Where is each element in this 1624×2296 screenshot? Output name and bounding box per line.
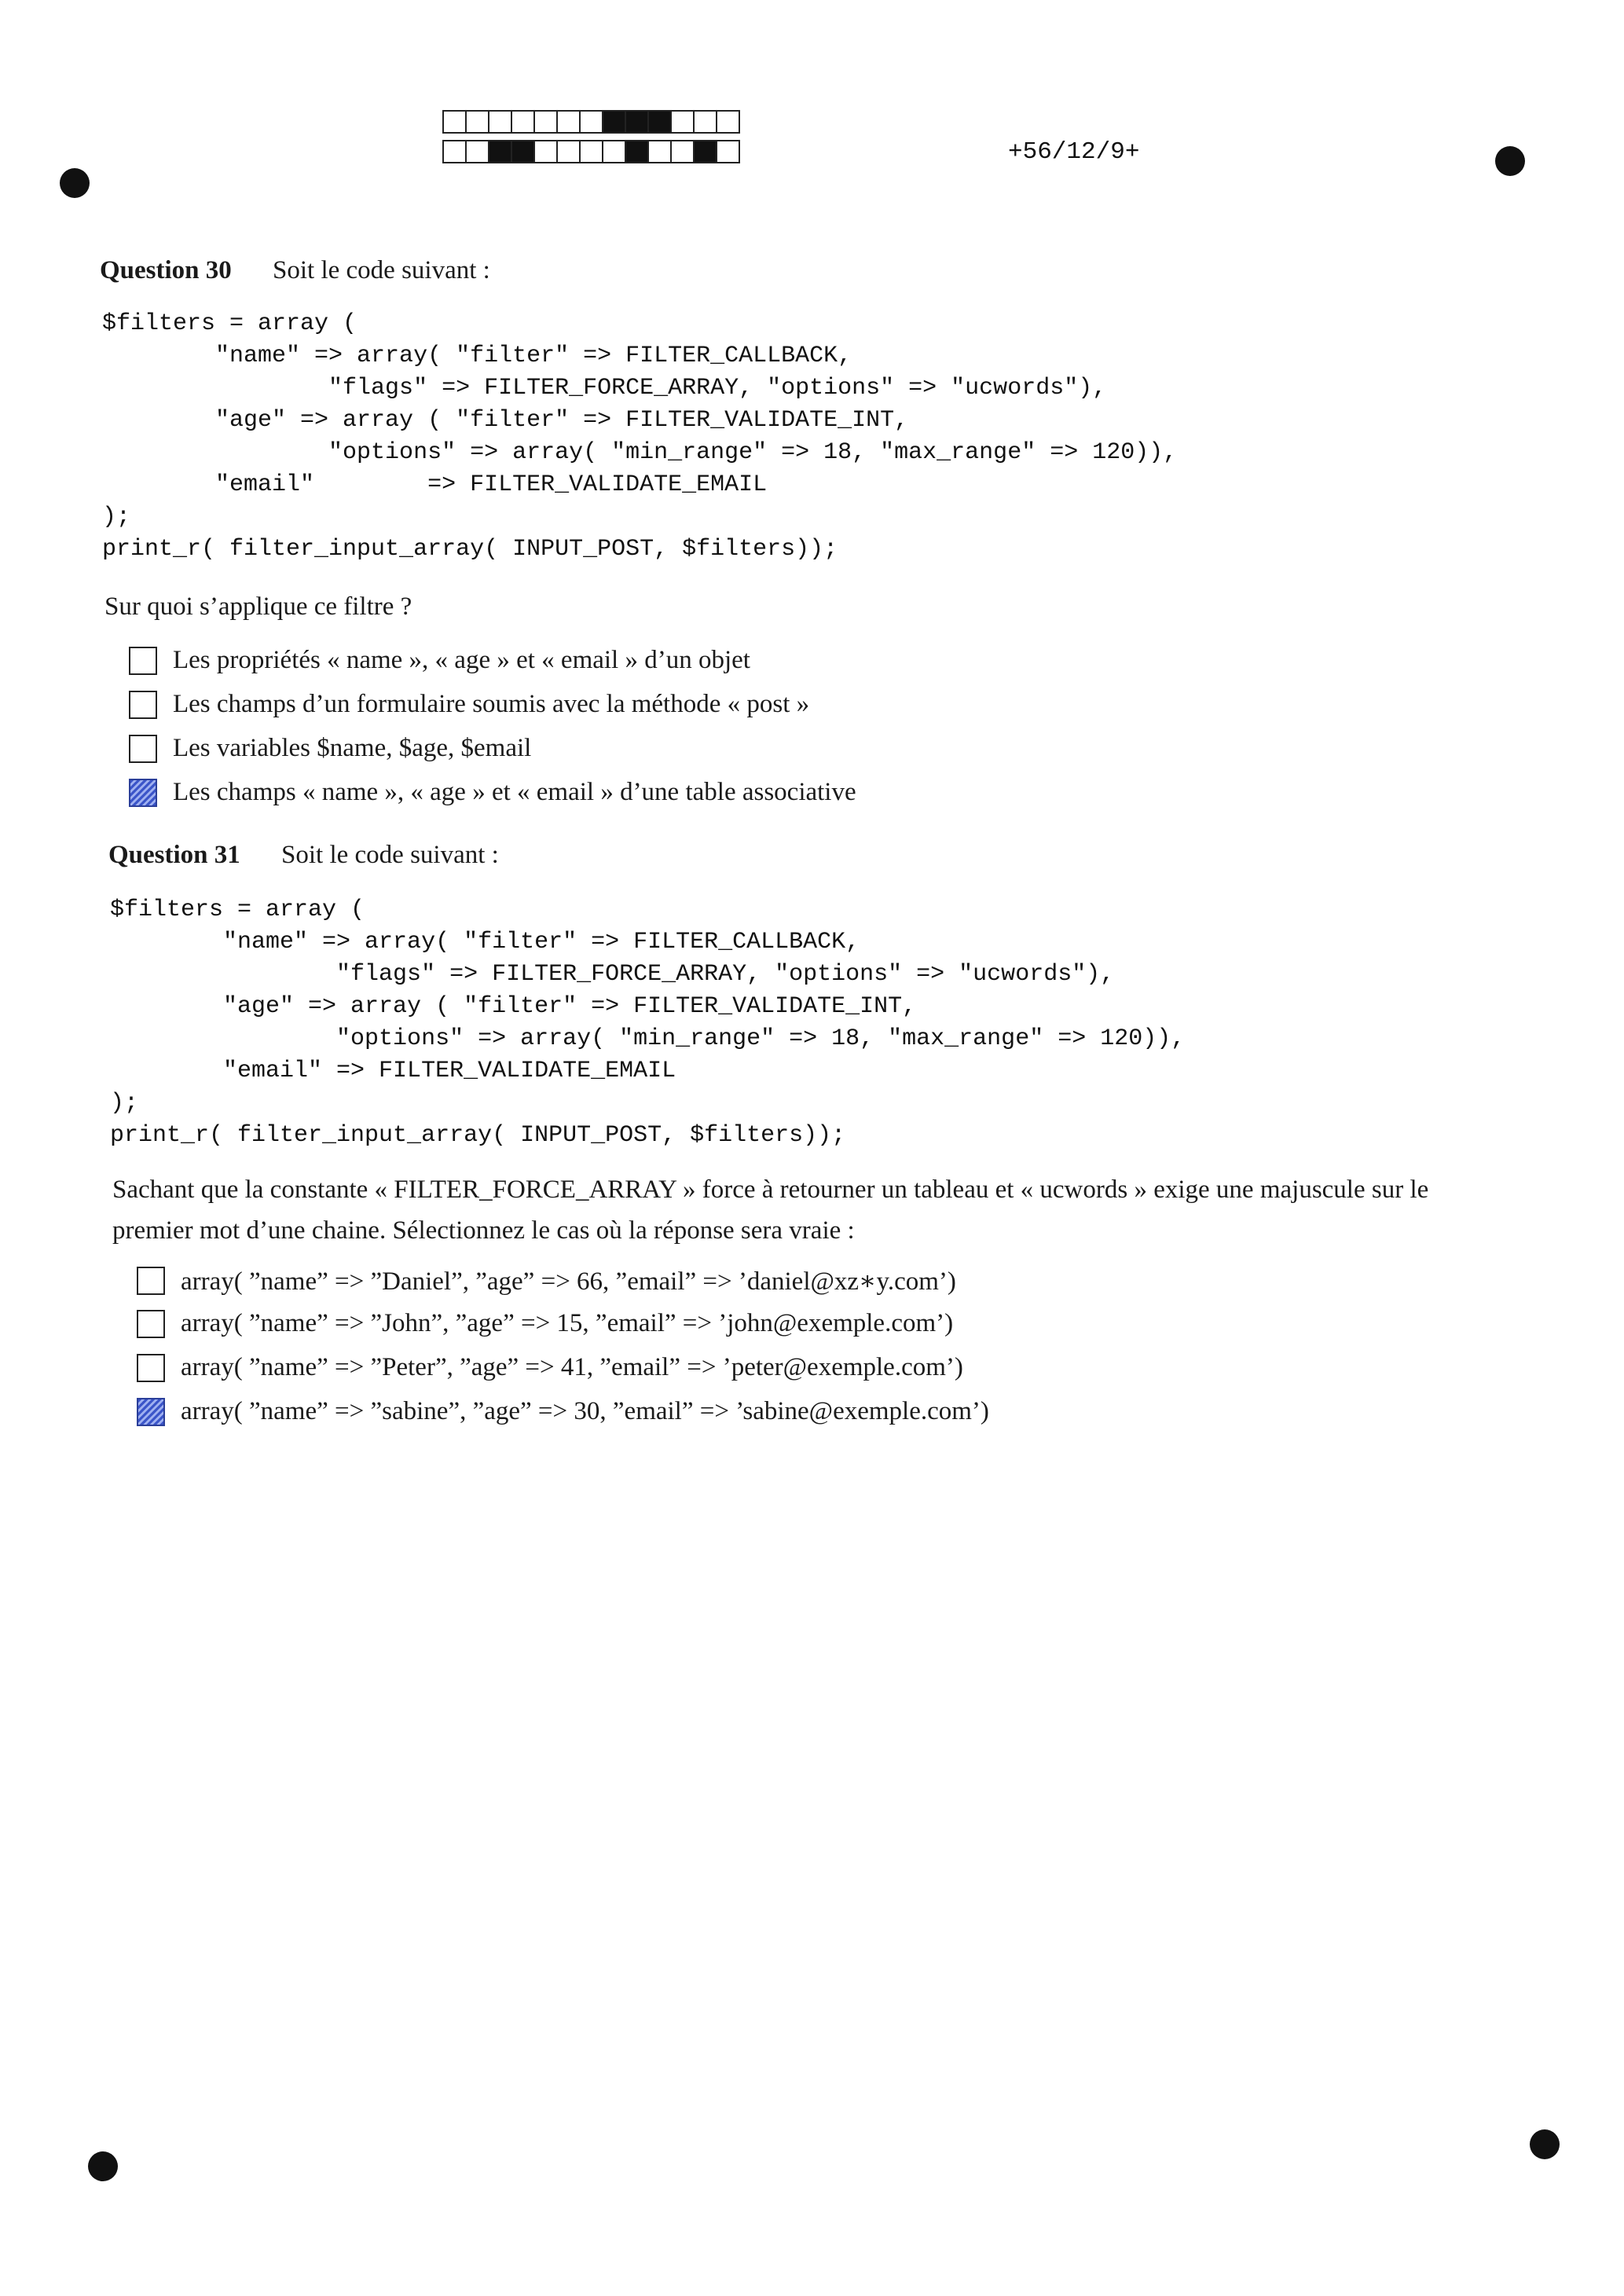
answer-choice[interactable]: [137, 1353, 963, 1382]
question-header: [108, 841, 499, 870]
question-prompt-line: Sachant que la constante « FILTER_FORCE_ARRAY » force à retourner un tableau et « ucwords » exige une majuscule sur le: [112, 1176, 1429, 1204]
answer-checkbox[interactable]: [129, 735, 157, 763]
barcode-cell: [511, 110, 535, 134]
answer-checkbox[interactable]: [137, 1398, 165, 1426]
barcode-cell: [442, 110, 467, 134]
barcode-cell: [693, 110, 717, 134]
answer-label: array( ”name” => ”Daniel”, ”age” => 66, ”email” => ’daniel@xz∗y.com’): [181, 1267, 956, 1296]
answer-choice[interactable]: [129, 646, 750, 675]
answer-checkbox[interactable]: [137, 1267, 165, 1295]
sheet-barcode: [442, 110, 739, 170]
barcode-cell: [647, 140, 672, 163]
answer-label: Les champs « name », « age » et « email » d’une table associative: [173, 778, 856, 806]
barcode-cell: [465, 110, 489, 134]
barcode-cell: [533, 110, 558, 134]
answer-choice[interactable]: [137, 1397, 989, 1426]
barcode-cell: [625, 140, 649, 163]
answer-checkbox[interactable]: [137, 1310, 165, 1338]
question-prompt: [112, 1169, 1428, 1251]
answer-choice[interactable]: [129, 734, 531, 763]
barcode-cell: [716, 110, 740, 134]
sheet-id: +56/12/9+: [1008, 138, 1140, 166]
question-intro: Soit le code suivant :: [273, 256, 490, 284]
answer-label: Les propriétés « name », « age » et « email » d’un objet: [173, 646, 750, 674]
question-header: [100, 256, 490, 285]
answer-checkbox[interactable]: [137, 1354, 165, 1382]
corner-mark-top-left: [60, 168, 90, 198]
question-number: Question 31: [108, 841, 240, 869]
barcode-cell: [488, 140, 512, 163]
barcode-cell: [625, 110, 649, 134]
code-block: $filters = array ( "name" => array( "filter" => FILTER_CALLBACK, "flags" => FILTER_FORCE_ARRAY, "options" => "ucwords"), "age" => array ( "filter" => FILTER_VALIDATE_INT, "options" => array( "min_range" => 18, "max_range" => 120)), "email" => FILTER_VALIDATE_EMAIL ); print_r( filter_input_array( INPUT_POST, $filters));: [110, 897, 1186, 1149]
answer-choice[interactable]: [129, 690, 809, 719]
barcode-cell: [670, 110, 695, 134]
answer-checkbox[interactable]: [129, 779, 157, 807]
barcode-row: [442, 110, 739, 137]
corner-mark-bottom-left: [88, 2151, 118, 2181]
barcode-cell: [647, 110, 672, 134]
answer-label: array( ”name” => ”John”, ”age” => 15, ”email” => ’john@exemple.com’): [181, 1309, 954, 1337]
barcode-cell: [670, 140, 695, 163]
code-block: $filters = array ( "name" => array( "filter" => FILTER_CALLBACK, "flags" => FILTER_FORCE_ARRAY, "options" => "ucwords"), "age" => array ( "filter" => FILTER_VALIDATE_INT, "options" => array( "min_range" => 18, "max_range" => 120)), "email" => FILTER_VALIDATE_EMAIL ); print_r( filter_input_array( INPUT_POST, $filters));: [102, 310, 1178, 563]
question-prompt-line: premier mot d’une chaine. Sélectionnez le cas où la réponse sera vraie :: [112, 1216, 855, 1245]
barcode-cell: [579, 140, 603, 163]
answer-label: array( ”name” => ”sabine”, ”age” => 30, ”email” => ’sabine@exemple.com’): [181, 1397, 989, 1425]
answer-checkbox[interactable]: [129, 647, 157, 675]
barcode-cell: [602, 110, 626, 134]
barcode-cell: [556, 110, 581, 134]
barcode-cell: [556, 140, 581, 163]
corner-mark-top-right: [1495, 146, 1525, 176]
answer-label: Les champs d’un formulaire soumis avec la méthode « post »: [173, 690, 810, 718]
barcode-cell: [442, 140, 467, 163]
answer-label: Les variables $name, $age, $email: [173, 734, 532, 762]
barcode-row: [442, 140, 739, 167]
question-prompt: Sur quoi s’applique ce filtre ?: [104, 592, 412, 621]
question-number: Question 30: [100, 256, 232, 284]
corner-mark-bottom-right: [1530, 2129, 1560, 2159]
answer-choice[interactable]: [137, 1265, 956, 1297]
answer-choice[interactable]: [137, 1309, 953, 1338]
barcode-cell: [533, 140, 558, 163]
barcode-cell: [465, 140, 489, 163]
question-intro: Soit le code suivant :: [281, 841, 499, 869]
answer-label: array( ”name” => ”Peter”, ”age” => 41, ”email” => ’peter@exemple.com’): [181, 1353, 963, 1381]
answer-checkbox[interactable]: [129, 691, 157, 719]
barcode-cell: [488, 110, 512, 134]
barcode-cell: [716, 140, 740, 163]
answer-choice[interactable]: [129, 778, 856, 807]
barcode-cell: [579, 110, 603, 134]
barcode-cell: [511, 140, 535, 163]
barcode-cell: [602, 140, 626, 163]
barcode-cell: [693, 140, 717, 163]
